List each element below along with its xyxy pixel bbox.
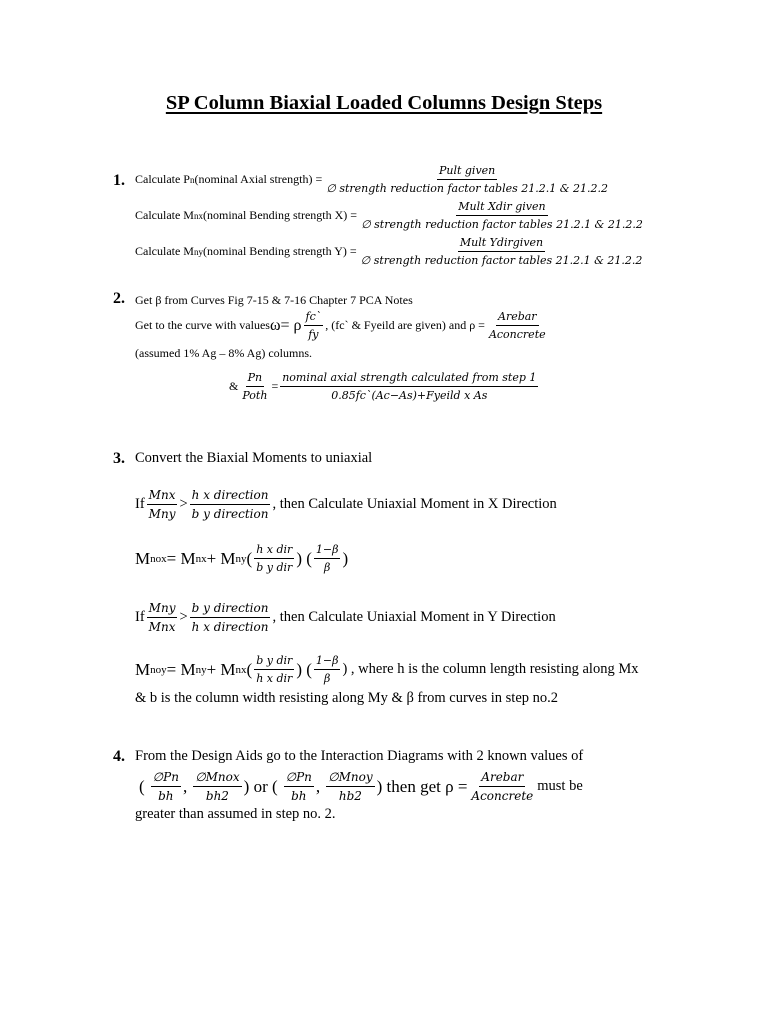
- fraction-mnx-mny: $\frac{\text{Mnx}}{\text{Mny}}$: [148, 488, 176, 521]
- fraction-by-hx-dir: $\frac{\text{b y dir}}{\text{h x dir}}$: [256, 654, 293, 685]
- step-3-number: 3.: [113, 450, 125, 467]
- step-2-line-3: (assumed 1% Ag – 8% Ag) columns.: [135, 346, 312, 360]
- step-1-row-pn: Calculate P n (nominal Axial strength) = $\frac{\text{Pult given}}{\text{∅ strength reduction factor tables 21.2.1 \& 21.2.2}}$: [135, 164, 609, 195]
- step-4-number: 4.: [113, 748, 125, 765]
- fraction-one-minus-beta-2: $\frac{1-\beta}{\beta}$: [315, 654, 339, 685]
- step-3-equation-mnoy: M noy = M ny + M nx ( $\frac{\text{b y dir}}{\text{h x dir}}$ ) ( $\frac{1-\beta}{\beta}$ ) , where h is the column length resisting along Mx: [135, 654, 639, 685]
- step-1-number: 1.: [113, 172, 125, 189]
- step-4-formula: ( $\frac{\emptyset Pn}{bh}$ , $\frac{\text{∅Mnox}}{bh2}$ ) or ( $\frac{\emptyset Pn}{bh}$ , $\frac{\text{∅Mnoy}}{hb2}$ ) then get ρ = $\frac{\text{Arebar}}{\text{Aconcrete}}$ must be: [139, 770, 583, 803]
- step-3-condition-y: If $\frac{\text{Mny}}{\text{Mnx}}$ > $\frac{\text{b y direction}}{\text{h x direction}}$ , then Calculate Uniaxial Moment in Y Direction: [135, 601, 556, 634]
- step-2-line-2: Get to the curve with values ω= ρ $\frac{fc`}{fy}$ , (fc` & Fyeild are given) and ρ = $\frac{\text{Arebar}}{\text{Aconcrete}}$: [135, 310, 546, 341]
- fraction-h-b-direction: $\frac{\text{h x direction}}{\text{b y direction}}$: [191, 488, 269, 521]
- step-1-row-mnx: Calculate M nx (nominal Bending strength X) = $\frac{\text{Mult Xdir given}}{\text{∅ strength reduction factor tables 21.2.1 \& 21.2.2}}$: [135, 200, 643, 231]
- page-title: SP Column Biaxial Loaded Columns Design Steps: [165, 92, 603, 114]
- fraction-phi-mnox-bh2: $\frac{\text{∅Mnox}}{bh2}$: [195, 770, 240, 803]
- fraction-nominal-strength: $\frac{\text{nominal axial strength calculated from step 1}}{\text{0.85fc`(Ac−As)+Fyeild x As}}$: [282, 371, 537, 402]
- step-3-heading: Convert the Biaxial Moments to uniaxial: [135, 450, 373, 466]
- fraction-hx-by-dir: $\frac{\text{h x dir}}{\text{b y dir}}$: [256, 543, 293, 574]
- fraction-pn: $\frac{\text{Pult given}}{\text{∅ strength reduction factor tables 21.2.1 \& 21.2.2}}$: [326, 164, 609, 195]
- fraction-pn-poth: $\frac{Pn}{\text{Poth}}$: [242, 371, 268, 402]
- step-2-pn-ratio: & $\frac{Pn}{\text{Poth}}$ = $\frac{\text{nominal axial strength calculated from step 1}}{\text{0.85fc`(Ac−As)+Fyeild x As}}$: [229, 371, 537, 402]
- fraction-b-h-direction: $\frac{\text{b y direction}}{\text{h x direction}}$: [191, 601, 269, 634]
- fraction-one-minus-beta: $\frac{1-\beta}{\beta}$: [315, 543, 339, 574]
- step-2-number: 2.: [113, 290, 125, 307]
- fraction-phi-pn-bh: $\frac{\emptyset Pn}{bh}$: [152, 770, 179, 803]
- step-3-condition-x: If $\frac{\text{Mnx}}{\text{Mny}}$ > $\frac{\text{h x direction}}{\text{b y direction}}$ , then Calculate Uniaxial Moment in X Direction: [135, 488, 557, 521]
- step-3-equation-mnox: M nox = M nx + M ny ( $\frac{\text{h x dir}}{\text{b y dir}}$ ) ( $\frac{1-\beta}{\beta}$ ): [135, 543, 349, 574]
- fraction-mny-mnx: $\frac{\text{Mny}}{\text{Mnx}}$: [148, 601, 176, 634]
- step-4-line-1: From the Design Aids go to the Interaction Diagrams with 2 known values of: [135, 748, 584, 764]
- fraction-phi-pn-bh-2: $\frac{\emptyset Pn}{bh}$: [285, 770, 312, 803]
- step-2-line-1: Get β from Curves Fig 7-15 & 7-16 Chapter 7 PCA Notes: [135, 293, 413, 307]
- fraction-mny: $\frac{\text{Mult Ydirgiven}}{\text{∅ strength reduction factor tables 21.2.1 \& 21.2.2}}$: [360, 236, 643, 267]
- step-3-note: & b is the column width resisting along My & β from curves in step no.2: [135, 690, 558, 706]
- fraction-fc-fy: $\frac{fc`}{fy}$: [305, 310, 322, 341]
- step-4-line-3: greater than assumed in step no. 2.: [135, 806, 336, 822]
- fraction-phi-mnoy-hb2: $\frac{\text{∅Mnoy}}{hb2}$: [328, 770, 373, 803]
- step-1-row-mny: Calculate M ny (nominal Bending strength Y) = $\frac{\text{Mult Ydirgiven}}{\text{∅ strength reduction factor tables 21.2.1 \& 21.2.2}}$: [135, 236, 643, 267]
- fraction-rho-step4: $\frac{\text{Arebar}}{\text{Aconcrete}}$: [471, 770, 534, 803]
- fraction-rho: $\frac{\text{Arebar}}{\text{Aconcrete}}$: [488, 310, 546, 341]
- fraction-mnx: $\frac{\text{Mult Xdir given}}{\text{∅ strength reduction factor tables 21.2.1 \& 21.2.2}}$: [361, 200, 643, 231]
